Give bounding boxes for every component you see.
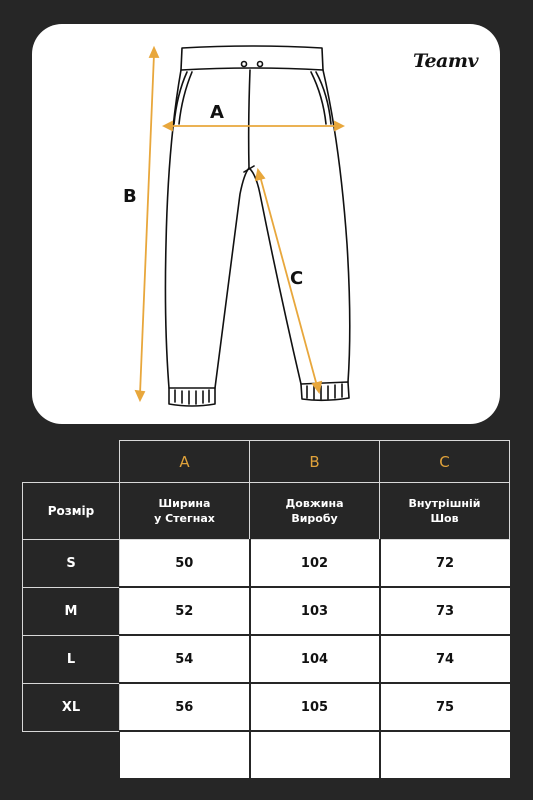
label-b: B (123, 186, 137, 207)
table-row (23, 540, 510, 588)
column-letter-c: C (380, 441, 510, 483)
empty-corner (23, 441, 120, 483)
size-cell: L (23, 635, 120, 683)
value-b: 102 (250, 540, 380, 588)
header-size: Розмір (23, 483, 120, 540)
value-c: 74 (380, 635, 510, 683)
label-a: A (210, 102, 224, 123)
header-row (23, 483, 510, 540)
column-letter-a: A (120, 441, 250, 483)
value-a: 54 (120, 635, 250, 683)
blank-cell (380, 731, 510, 778)
blank-size-cell (23, 731, 120, 778)
header-hip-width (120, 483, 250, 540)
table-row (23, 635, 510, 683)
value-a: 50 (120, 540, 250, 588)
value-c: 72 (380, 540, 510, 588)
column-letter-b: B (250, 441, 380, 483)
value-a: 52 (120, 587, 250, 635)
pants-outline (165, 46, 349, 406)
value-c: 73 (380, 587, 510, 635)
value-b: 105 (250, 683, 380, 731)
size-cell: M (23, 587, 120, 635)
blank-cell (250, 731, 380, 778)
value-b: 104 (250, 635, 380, 683)
value-c: 75 (380, 683, 510, 731)
value-a: 56 (120, 683, 250, 731)
header-length-text: Довжина Виробу (285, 497, 344, 525)
blank-cell (120, 731, 250, 778)
table-row (23, 683, 510, 731)
blank-row (23, 731, 510, 778)
header-inseam-text: Внутрішній Шов (408, 497, 481, 525)
size-table (22, 440, 510, 778)
header-length (250, 483, 380, 540)
table-row (23, 587, 510, 635)
value-b: 103 (250, 587, 380, 635)
label-c: C (290, 268, 304, 289)
size-cell: S (23, 540, 120, 588)
header-hip-width-text: Ширина у Стегнах (154, 497, 215, 525)
diagram-card (32, 24, 500, 424)
size-cell: XL (23, 683, 120, 731)
pants-diagram (32, 24, 500, 424)
header-inseam (380, 483, 510, 540)
brand-logo: Teamv (412, 50, 478, 72)
column-letters-row (23, 441, 510, 483)
